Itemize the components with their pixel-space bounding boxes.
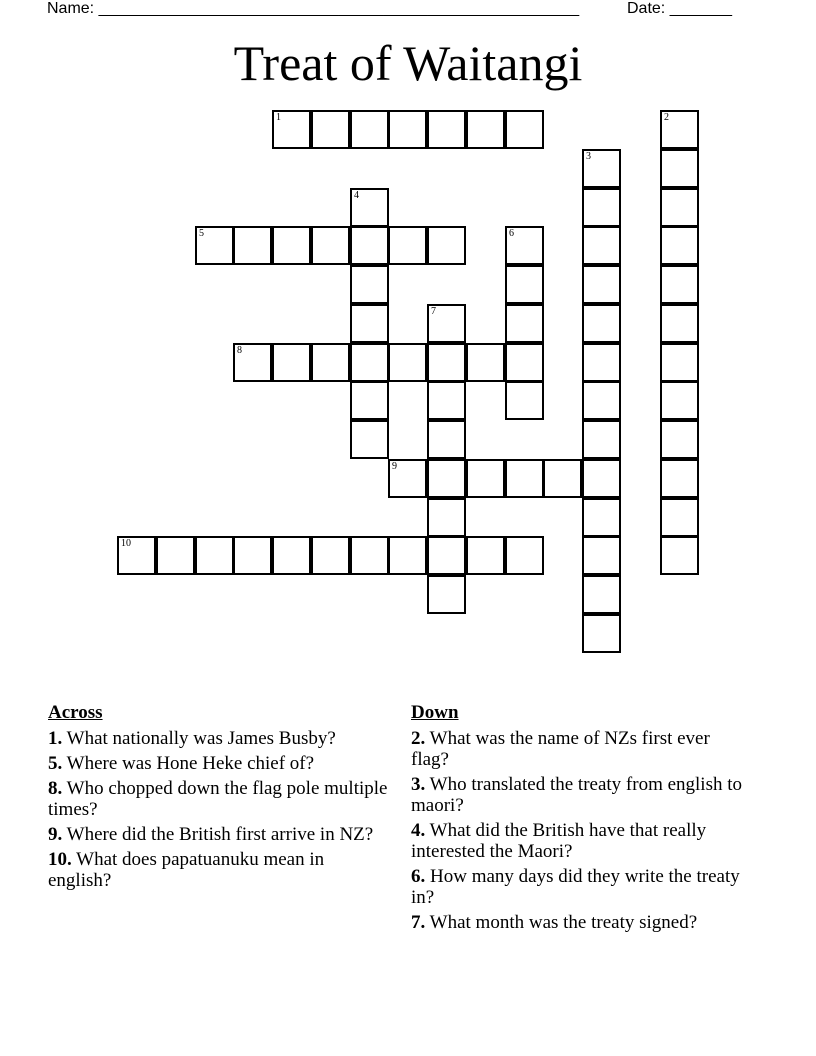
clue-number: 8 — [237, 345, 242, 356]
crossword-cell — [582, 226, 621, 265]
crossword-cell — [233, 226, 272, 265]
crossword-cell — [233, 536, 272, 575]
crossword-cell — [350, 343, 389, 382]
page-title: Treat of Waitangi — [233, 35, 583, 91]
date-field-label: Date: _______ — [627, 0, 732, 17]
clue-across-10: 10. What does papatuanuku mean in english? — [48, 849, 325, 891]
crossword-cell — [582, 498, 621, 537]
crossword-cell — [660, 536, 699, 575]
crossword-cell — [350, 420, 389, 459]
crossword-cell — [660, 498, 699, 537]
crossword-cell — [156, 536, 195, 575]
name-field-label: Name: ______________________________________________________ — [47, 0, 580, 17]
crossword-cell — [311, 226, 350, 265]
crossword-cell — [388, 110, 427, 149]
crossword-cell — [427, 304, 466, 343]
crossword-cell — [272, 110, 311, 149]
clue-number: 5 — [199, 228, 204, 239]
crossword-cell — [505, 536, 544, 575]
clue-number: 2 — [664, 112, 669, 123]
crossword-cell — [427, 575, 466, 614]
crossword-cell — [582, 304, 621, 343]
crossword-cell — [388, 343, 427, 382]
down-clues — [411, 702, 751, 937]
crossword-cell — [466, 110, 505, 149]
clue-down-4: 4. What did the British have that really interested the Maori? — [411, 820, 707, 862]
clue-across-1: 1. What nationally was James Busby? — [48, 728, 336, 749]
crossword-cell — [543, 459, 582, 498]
crossword-cell — [350, 265, 389, 304]
clue-number: 6 — [509, 228, 514, 239]
crossword-cell — [660, 226, 699, 265]
across-clues — [48, 702, 388, 895]
crossword-cell — [660, 149, 699, 188]
crossword-cell — [582, 536, 621, 575]
crossword-cell — [388, 459, 427, 498]
clue-number: 7 — [431, 306, 436, 317]
clue-down-3: 3. Who translated the treaty from english to maori? — [411, 774, 743, 816]
crossword-cell — [350, 381, 389, 420]
crossword-cell — [311, 536, 350, 575]
crossword-cell — [660, 381, 699, 420]
crossword-cell — [660, 304, 699, 343]
crossword-cell — [427, 420, 466, 459]
crossword-cell — [505, 110, 544, 149]
clue-number: 10 — [121, 538, 131, 549]
crossword-cell — [195, 226, 234, 265]
crossword-cell — [350, 536, 389, 575]
clue-number: 4 — [354, 190, 359, 201]
clue-down-7: 7. What month was the treaty signed? — [411, 912, 698, 933]
clue-down-6: 6. How many days did they write the treaty in? — [411, 866, 740, 908]
crossword-cell — [582, 343, 621, 382]
clue-across-9: 9. Where did the British first arrive in NZ? — [48, 824, 374, 845]
clue-across-8: 8. Who chopped down the flag pole multiple times? — [48, 778, 388, 820]
crossword-cell — [427, 110, 466, 149]
crossword-cell — [582, 614, 621, 653]
clue-number: 1 — [276, 112, 281, 123]
clue-down-2: 2. What was the name of NZs first ever flag? — [411, 728, 710, 770]
crossword-cell — [350, 188, 389, 227]
crossword-cell — [466, 536, 505, 575]
crossword-cell — [660, 343, 699, 382]
crossword-cell — [427, 226, 466, 265]
crossword-cell — [582, 265, 621, 304]
across-heading: Across — [48, 702, 103, 723]
crossword-cell — [272, 536, 311, 575]
crossword-cell — [195, 536, 234, 575]
crossword-cell — [505, 226, 544, 265]
crossword-cell — [505, 265, 544, 304]
crossword-cell — [505, 459, 544, 498]
crossword-cell — [660, 110, 699, 149]
crossword-cell — [388, 226, 427, 265]
crossword-cell — [505, 304, 544, 343]
crossword-cell — [388, 536, 427, 575]
crossword-cell — [660, 188, 699, 227]
crossword-cell — [350, 110, 389, 149]
crossword-cell — [427, 498, 466, 537]
crossword-cell — [350, 304, 389, 343]
crossword-cell — [427, 381, 466, 420]
crossword-cell — [427, 459, 466, 498]
crossword-cell — [466, 343, 505, 382]
crossword-cell — [582, 381, 621, 420]
crossword-cell — [582, 420, 621, 459]
crossword-cell — [505, 381, 544, 420]
crossword-cell — [660, 459, 699, 498]
clue-number: 3 — [586, 151, 591, 162]
crossword-cell — [117, 536, 156, 575]
crossword-cell — [233, 343, 272, 382]
crossword-cell — [582, 188, 621, 227]
crossword-cell — [505, 343, 544, 382]
crossword-cell — [582, 459, 621, 498]
crossword-cell — [466, 459, 505, 498]
down-heading: Down — [411, 702, 459, 723]
crossword-cell — [311, 110, 350, 149]
crossword-cell — [660, 265, 699, 304]
crossword-cell — [427, 343, 466, 382]
crossword-cell — [582, 149, 621, 188]
crossword-cell — [660, 420, 699, 459]
clue-across-5: 5. Where was Hone Heke chief of? — [48, 753, 315, 774]
crossword-cell — [582, 575, 621, 614]
crossword-cell — [427, 536, 466, 575]
crossword-cell — [311, 343, 350, 382]
crossword-cell — [350, 226, 389, 265]
clue-number: 9 — [392, 461, 397, 472]
crossword-cell — [272, 226, 311, 265]
crossword-cell — [272, 343, 311, 382]
